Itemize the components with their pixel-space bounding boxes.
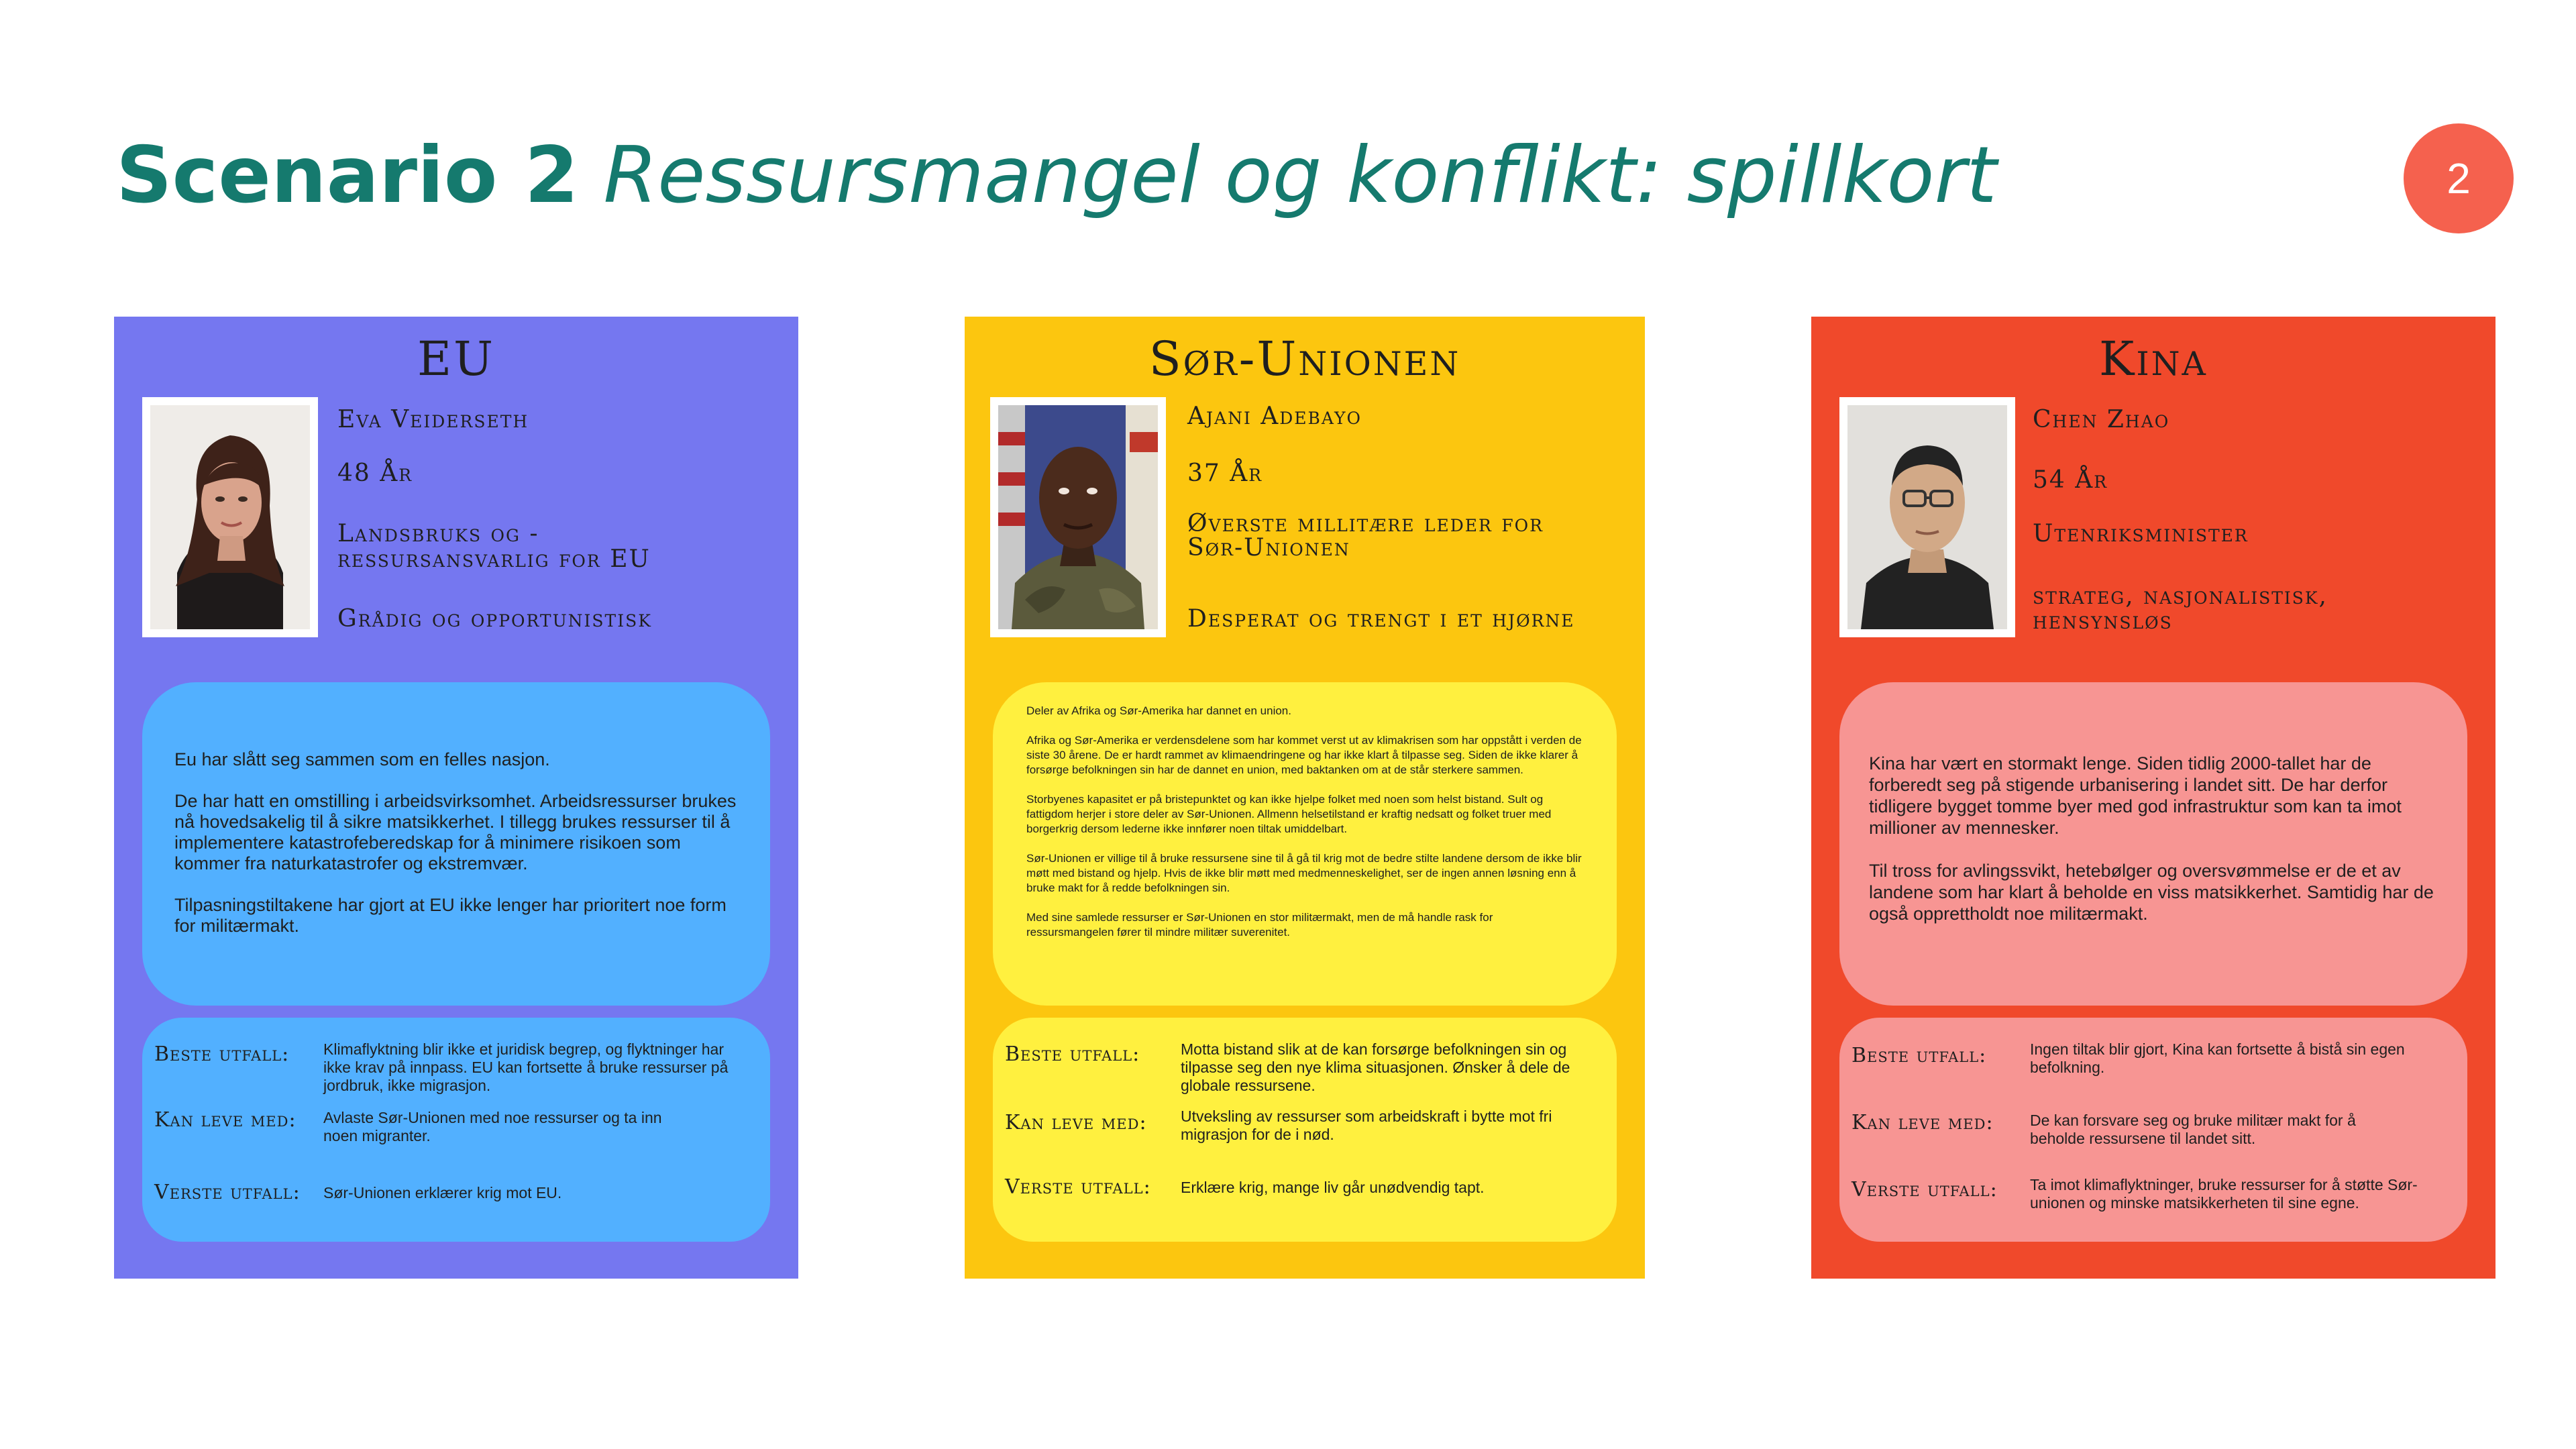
- worst-outcome-text: Sør-Unionen erklærer krig mot EU.: [323, 1184, 562, 1201]
- story-paragraph: Eu har slått seg sammen som en felles nasjon.: [174, 749, 550, 769]
- story-paragraph: Til tross for avlingssvikt, hetebølger og oversvømmelse er de et av landene som har klart å beholde en viss matsikkerhet. Samtidig har de også opprettholdt noe militærmakt.: [1869, 861, 2434, 924]
- page-number-badge: 2: [2404, 123, 2514, 233]
- worst-outcome-text: Erklære krig, mange liv går unødvendig tapt.: [1181, 1179, 1485, 1196]
- acceptable-outcome-text: Avlaste Sør-Unionen med noe ressurser og ta inn noen migranter.: [323, 1109, 662, 1144]
- slide-title: [116, 122, 1997, 229]
- best-outcome-label: Beste utfall:: [1005, 1042, 1140, 1066]
- acceptable-outcome-text: Utveksling av ressurser som arbeidskraft i bytte mot fri migrasjon for de i nød.: [1181, 1108, 1552, 1143]
- background-story: [1839, 682, 2467, 1006]
- slide-title-bold: Scenario 2: [116, 130, 579, 221]
- slide-title-italic: Ressursmangel og konflikt: spillkort: [603, 130, 1997, 221]
- person-age: 48 År: [337, 460, 413, 487]
- card-title: Kina: [2099, 331, 2208, 386]
- best-outcome-text: Klimaflyktning blir ikke et juridisk begrep, og flyktninger har ikke krav på innpass. EU kan fortsette å bruke ressurser på jordbruk, ikke migrasjon.: [323, 1040, 729, 1094]
- background-story: [993, 682, 1617, 1006]
- acceptable-outcome-text: De kan forsvare seg og bruke militær makt for å beholde ressursene til landet sitt.: [2030, 1112, 2356, 1147]
- story-paragraph: Tilpasningstiltakene har gjort at EU ikke lenger har prioritert noe form for militærmakt.: [174, 895, 727, 936]
- story-paragraph: De har hatt en omstilling i arbeidsvirksomhet. Arbeidsressurser brukes nå hovedsakelig til å sikre matsikkerhet. I tillegg brukes ressurser til å implementere katastrofeberedskap for å minimere risikoen som kommer fra naturkatastrofer og ekstremvær.: [174, 791, 737, 873]
- story-paragraph: Storbyenes kapasitet er på bristepunktet og kan ikke hjelpe folket med noen som helst bistand. Sult og fattigdom herjer i store deler av Sør-Unionen. Allmenn helsetilstand er kraftig nedsatt og folket truer med borgerkrig dersom lederne ikke innfører noen tiltak umiddelbart.: [1026, 793, 1552, 835]
- card-eu: [114, 317, 798, 1279]
- card-kina: [1811, 317, 2496, 1279]
- person-age: 54 År: [2033, 466, 2108, 494]
- portrait-man-glasses-icon: [1847, 405, 2007, 629]
- acceptable-outcome-label: Kan leve med:: [1851, 1111, 1994, 1134]
- person-traits-line-1: strateg, nasjonalistisk,: [2033, 582, 2328, 610]
- acceptable-outcome-label: Kan leve med:: [154, 1108, 297, 1132]
- portrait-military-officer-icon: [998, 405, 1158, 629]
- person-age: 37 År: [1187, 460, 1263, 487]
- portrait-frame: [1839, 397, 2015, 637]
- portrait-woman-icon: [150, 405, 310, 629]
- card-sor-unionen: [965, 317, 1645, 1279]
- portrait-frame: [142, 397, 318, 637]
- person-role-line-1: Landsbruks og -: [337, 520, 539, 547]
- worst-outcome-text: Ta imot klimaflyktninger, bruke ressurser for å støtte Sør-unionen og minske matsikkerheten til sine egne.: [2030, 1176, 2418, 1212]
- best-outcome-text: Motta bistand slik at de kan forsørge befolkningen sin og tilpasse seg den nye klima situasjonen. Ønsker å dele de globale ressursene.: [1181, 1040, 1570, 1094]
- portrait-frame: [990, 397, 1166, 637]
- story-paragraph: Med sine samlede ressurser er Sør-Unionen en stor militærmakt, men de må handle rask for ressursmangelen fører til mindre militær suverenitet.: [1026, 911, 1493, 938]
- person-role-line-2: ressursansvarlig for EU: [337, 545, 651, 573]
- person-traits: Desperat og trengt i et hjørne: [1187, 605, 1575, 633]
- outcomes-box: [993, 1018, 1617, 1242]
- person-traits-line-2: hensynsløs: [2033, 607, 2173, 635]
- person-name: Ajani Adebayo: [1187, 402, 1362, 430]
- person-traits: Grådig og opportunistisk: [337, 605, 652, 633]
- worst-outcome-label: Verste utfall:: [154, 1181, 301, 1204]
- story-paragraph: Kina har vært en stormakt lenge. Siden tidlig 2000-tallet har de forberedt seg på stigende urbanisering i landet sitt. De har derfor tidligere bygget tomme byer med god infrastruktur som kan ta imot millioner av mennesker.: [1869, 753, 2402, 838]
- story-paragraph: Afrika og Sør-Amerika er verdensdelene som har kommet verst ut av klimakrisen som har oppstått i verden de siste 30 årene. De er hardt rammet av klimaendringene og har ikke klart å tilpasse seg. Siden de ikke klarer å forsørge befolkningen sin har de dannet en union, med baktanken om at de står sterkere sammen.: [1026, 734, 1582, 776]
- background-story: [142, 682, 770, 1006]
- person-name: Chen Zhao: [2033, 406, 2170, 433]
- worst-outcome-label: Verste utfall:: [1005, 1175, 1151, 1199]
- best-outcome-text: Ingen tiltak blir gjort, Kina kan fortsette å bistå sin egen befolkning.: [2030, 1040, 2405, 1076]
- best-outcome-label: Beste utfall:: [154, 1042, 290, 1066]
- outcomes-box: [1839, 1018, 2467, 1242]
- person-role-line-2: Sør-Unionen: [1187, 534, 1350, 561]
- worst-outcome-label: Verste utfall:: [1851, 1178, 1998, 1201]
- person-role-line-1: Øverste millitære leder for: [1187, 510, 1544, 537]
- person-role: Utenriksminister: [2033, 520, 2249, 547]
- card-title: Sør-Unionen: [1148, 331, 1461, 386]
- acceptable-outcome-label: Kan leve med:: [1005, 1111, 1147, 1134]
- story-paragraph: Sør-Unionen er villige til å bruke ressursene sine til å gå til krig mot de bedre stilte landene dersom de ikke blir møtt med bistand og hjelp. Hvis de ikke blir møtt med medmenneskelighet, ser de ingen annen løsning enn å bruke makt for å redde befolkningen sin.: [1026, 852, 1582, 894]
- outcomes-box: [142, 1018, 770, 1242]
- story-paragraph: Deler av Afrika og Sør-Amerika har dannet en union.: [1026, 704, 1291, 717]
- card-title: EU: [417, 331, 496, 386]
- person-name: Eva Veiderseth: [337, 406, 529, 433]
- best-outcome-label: Beste utfall:: [1851, 1044, 1987, 1067]
